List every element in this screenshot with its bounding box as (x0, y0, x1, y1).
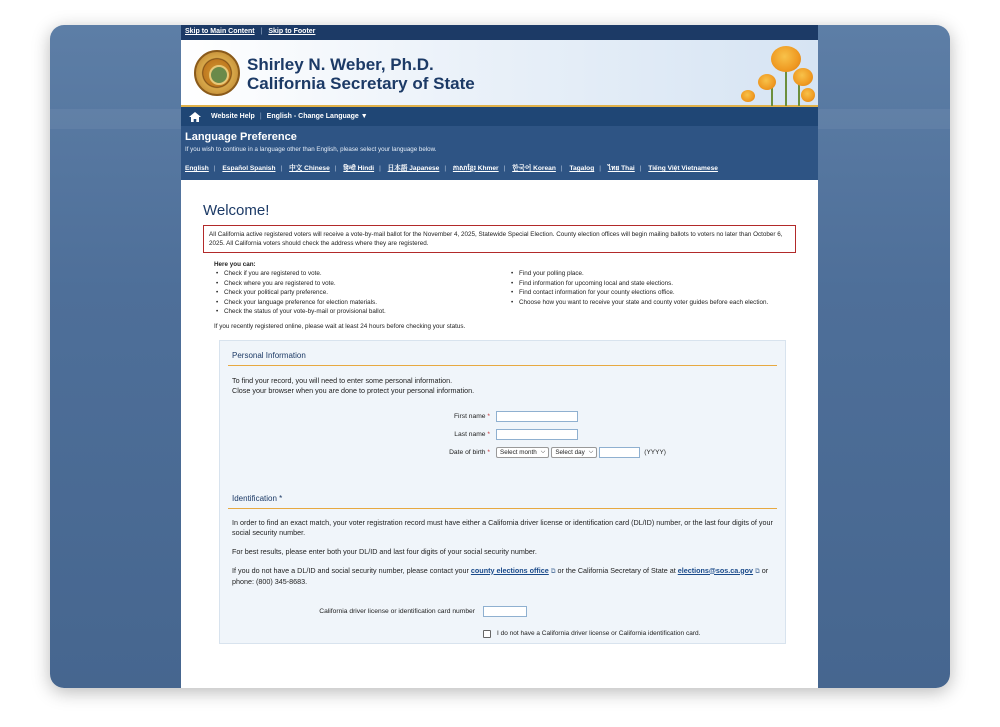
lookup-form (219, 340, 786, 644)
skip-bar (181, 25, 818, 40)
list-item: • Find information for upcoming local and state elections. (509, 279, 779, 289)
election-alert: All California active registered voters will receive a vote-by-mail ballot for the November 4, 2025, Statewide Special Election. County election offices will begin mailing ballots to voters no later than October 6, 2025. All California voters should check the address where they are registered. (203, 225, 796, 253)
dob-label: Date of birth * (449, 449, 490, 456)
no-dl-label: I do not have a California driver license or California identification card. (497, 630, 701, 637)
personal-info-line2: Close your browser when you are done to protect your personal information. (232, 385, 475, 395)
site-header (181, 40, 818, 107)
list-item: • Check where you are registered to vote. (214, 279, 509, 289)
website-help-link[interactable]: Website Help (211, 113, 255, 120)
registration-note: If you recently registered online, please wait at least 24 hours before checking your status. (214, 322, 466, 330)
dl-number-input[interactable] (483, 606, 527, 617)
state-seal-logo[interactable] (194, 50, 240, 96)
no-dl-checkbox[interactable] (483, 630, 491, 638)
list-item: • Check if you are registered to vote. (214, 269, 509, 279)
identification-para2: For best results, please enter both your DL/ID and last four digits of your social security number. (232, 546, 537, 556)
year-input[interactable] (599, 447, 640, 458)
list-item: • Choose how you want to receive your state and county voter guides before each election. (509, 298, 779, 308)
skip-to-footer-link[interactable]: Skip to Footer (268, 28, 316, 35)
here-you-can-section (203, 261, 796, 317)
features-list-right (509, 269, 779, 317)
list-item: • Check your language preference for election materials. (214, 298, 509, 308)
language-link-hindi[interactable]: हिन्दी Hindi (343, 165, 375, 172)
dl-label: California driver license or identification card number (319, 608, 475, 615)
language-preference-panel (181, 126, 818, 180)
first-name-row (228, 408, 777, 426)
separator: | (260, 28, 263, 35)
dl-row (228, 603, 777, 621)
browser-frame (50, 25, 950, 688)
chevron-down-icon: ⌵ (540, 449, 546, 455)
list-item: • Check the status of your vote-by-mail or provisional ballot. (214, 307, 509, 317)
language-link-english[interactable]: English (185, 165, 209, 172)
main-content (181, 202, 818, 644)
language-description: If you wish to continue in a language other than English, please select your language below. (185, 146, 437, 153)
external-link-icon: ⧉ (550, 567, 556, 575)
page (181, 25, 818, 688)
language-link-vietnamese[interactable]: Tiếng Việt Vietnamese (648, 165, 718, 172)
personal-info-line1: To find your record, you will need to enter some personal information. (232, 375, 453, 385)
language-heading: Language Preference (185, 131, 297, 143)
here-heading: Here you can: (214, 261, 256, 268)
title-line1: Shirley N. Weber, Ph.D. (247, 55, 434, 74)
dob-row (228, 444, 777, 462)
separator: | (259, 113, 262, 120)
language-link-japanese[interactable]: 日本語 Japanese (387, 165, 440, 172)
first-name-label: First name * (453, 413, 490, 420)
day-select[interactable]: Select day ⌵ (551, 447, 597, 458)
last-name-input[interactable] (496, 429, 578, 440)
personal-info-title: Personal Information (228, 347, 777, 366)
language-link-korean[interactable]: 한국어 Korean (512, 165, 556, 172)
list-item: • Find your polling place. (509, 269, 779, 279)
identification-para3: If you do not have a DL/ID and social security number, please contact your county elections office ⧉ or the California Secretary of State at elections@sos.ca.gov ⧉ or phone: (800) 345-8683. (232, 565, 769, 586)
last-name-label: Last name * (454, 431, 490, 438)
last-name-row (228, 426, 777, 444)
nav-bar (181, 107, 818, 126)
site-title[interactable] (247, 55, 475, 93)
elections-email-link[interactable]: elections@sos.ca.gov (677, 565, 754, 575)
identification-para1: In order to find an exact match, your voter registration record must have either a California driver license or identification card (DL/ID) number, or the last four digits of your social security number. (232, 517, 773, 537)
language-link-khmer[interactable]: ភាសាខ្មែរ Khmer (452, 165, 499, 172)
welcome-heading: Welcome! (203, 202, 270, 219)
county-elections-office-link[interactable]: county elections office (470, 565, 549, 575)
language-link-spanish[interactable]: Español Spanish (222, 165, 276, 172)
language-list: English | Español Spanish | 中文 Chinese | हिन्दी Hindi | 日本語 Japanese | ភាសាខ្មែរ Khmer | 한국어 Korean | Tagalog | ไทย Thai | Tiếng Việt Vietnamese (185, 165, 718, 172)
change-language-menu[interactable]: English - Change Language ▼ (266, 113, 368, 120)
title-line2: California Secretary of State (247, 74, 475, 93)
chevron-down-icon: ⌵ (588, 449, 594, 455)
identification-title: Identification * (228, 490, 777, 509)
external-link-icon: ⧉ (755, 567, 760, 575)
list-item: • Find contact information for your county elections office. (509, 288, 779, 298)
no-dl-row (228, 625, 777, 643)
first-name-input[interactable] (496, 411, 578, 422)
home-icon[interactable] (189, 112, 201, 122)
language-link-chinese[interactable]: 中文 Chinese (289, 165, 330, 172)
language-link-tagalog[interactable]: Tagalog (569, 165, 595, 172)
skip-to-main-link[interactable]: Skip to Main Content (185, 28, 255, 35)
language-link-thai[interactable]: ไทย Thai (607, 165, 635, 172)
month-select[interactable]: Select month ⌵ (496, 447, 549, 458)
features-list-left (214, 269, 509, 317)
list-item: • Check your political party preference. (214, 288, 509, 298)
year-hint: (YYYY) (644, 449, 666, 456)
